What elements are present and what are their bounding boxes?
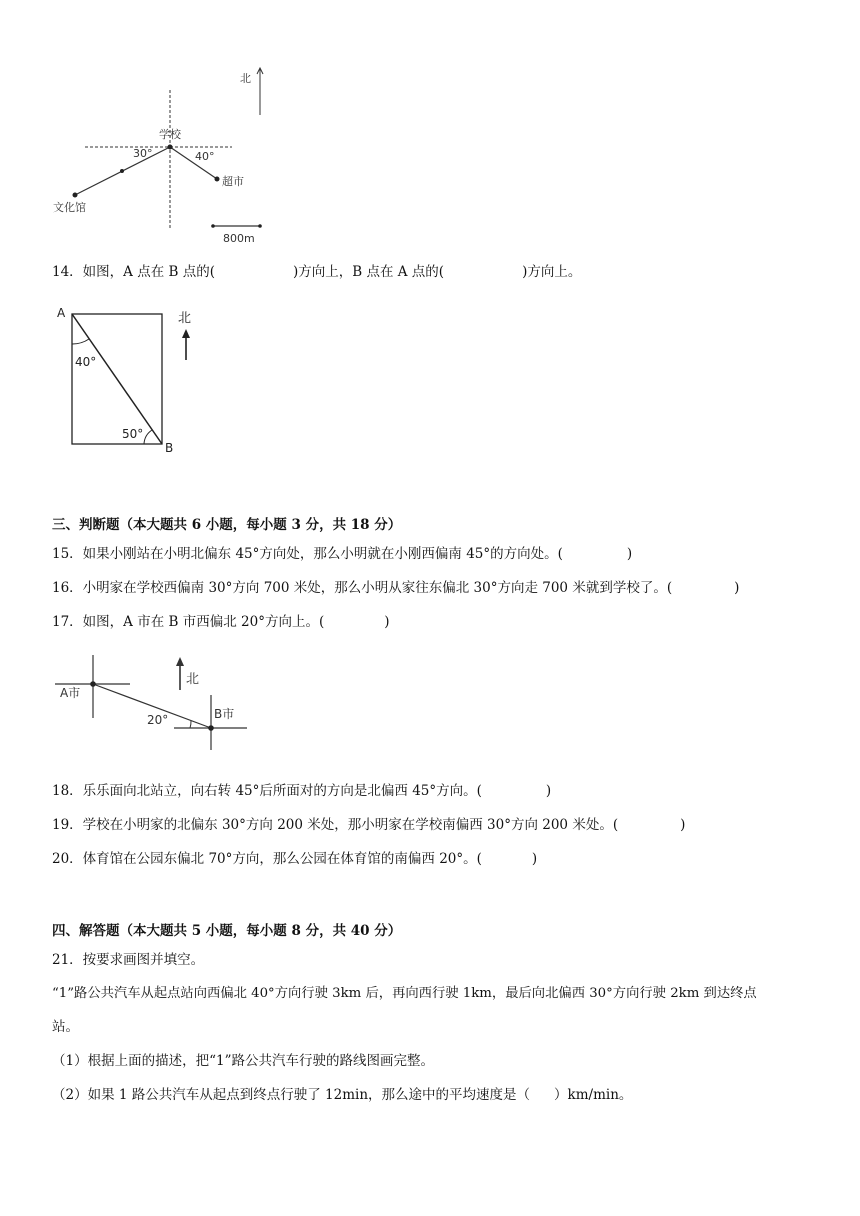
supermarket-label: 超市 xyxy=(222,175,244,188)
question-21-title: 21．按要求画图并填空。 xyxy=(52,952,205,968)
angle-20-label: 20° xyxy=(147,713,169,727)
question-21-line-2: 站。 xyxy=(52,1019,79,1035)
question-21-line-1: “1”路公共汽车从起点站向西偏北 40°方向行驶 3km 后，再向西行驶 1km，最后向北偏西 30°方向行驶 2km 到达终点 xyxy=(52,986,757,1001)
question-17: 17．如图，A 市在 B 市西偏北 20°方向上。( ) xyxy=(52,614,390,630)
question-21-part-1: （1）根据上面的描述，把“1”路公共汽车行驶的路线图画完整。 xyxy=(52,1053,434,1069)
question-16: 16．小明家在学校西偏南 30°方向 700 米处，那么小明从家往东偏北 30°方向走 700 米就到学校了。( ) xyxy=(52,580,740,596)
north-label: 北 xyxy=(178,311,192,326)
question-15: 15．如果小刚站在小明北偏东 45°方向处，那么小明就在小刚西偏南 45°的方向处。( ) xyxy=(52,546,633,562)
figure-cities-ab xyxy=(50,650,260,750)
city-b-label: B市 xyxy=(214,707,235,721)
angle-50-label: 50° xyxy=(122,427,144,441)
question-20: 20．体育馆在公园东偏北 70°方向，那么公园在体育馆的南偏西 20°。( ) xyxy=(52,851,538,867)
school-label: 学校 xyxy=(159,128,181,141)
question-14: 14．如图，A 点在 B 点的( )方向上，B 点在 A 点的( )方向上。 xyxy=(52,264,582,280)
city-a-label: A市 xyxy=(60,686,81,700)
section-4-heading: 四、解答题（本大题共 5 小题，每小题 8 分，共 40 分） xyxy=(52,923,402,939)
north-label: 北 xyxy=(186,672,200,687)
point-a-label: A xyxy=(57,306,66,320)
angle-30-label: 30° xyxy=(133,147,153,160)
cultural-center-label: 文化馆 xyxy=(53,201,86,214)
angle-40-label: 40° xyxy=(195,150,215,163)
point-b-label: B xyxy=(165,441,174,455)
figure-school-map xyxy=(40,60,290,250)
north-label: 北 xyxy=(240,72,251,85)
section-3-heading: 三、判断题（本大题共 6 小题，每小题 3 分，共 18 分） xyxy=(52,517,402,533)
question-19: 19．学校在小明家的北偏东 30°方向 200 米处，那小明家在学校南偏西 30°方向 200 米处。( ) xyxy=(52,817,686,833)
angle-40-label: 40° xyxy=(75,355,97,369)
figure-rectangle-ab xyxy=(50,300,210,460)
question-18: 18．乐乐面向北站立，向右转 45°后所面对的方向是北偏西 45°方向。( ) xyxy=(52,783,552,799)
question-21-part-2: （2）如果 1 路公共汽车从起点到终点行驶了 12min，那么途中的平均速度是（ ）km/min。 xyxy=(52,1087,633,1103)
scale-label: 800m xyxy=(223,232,255,245)
diagonal-ab xyxy=(72,314,162,444)
